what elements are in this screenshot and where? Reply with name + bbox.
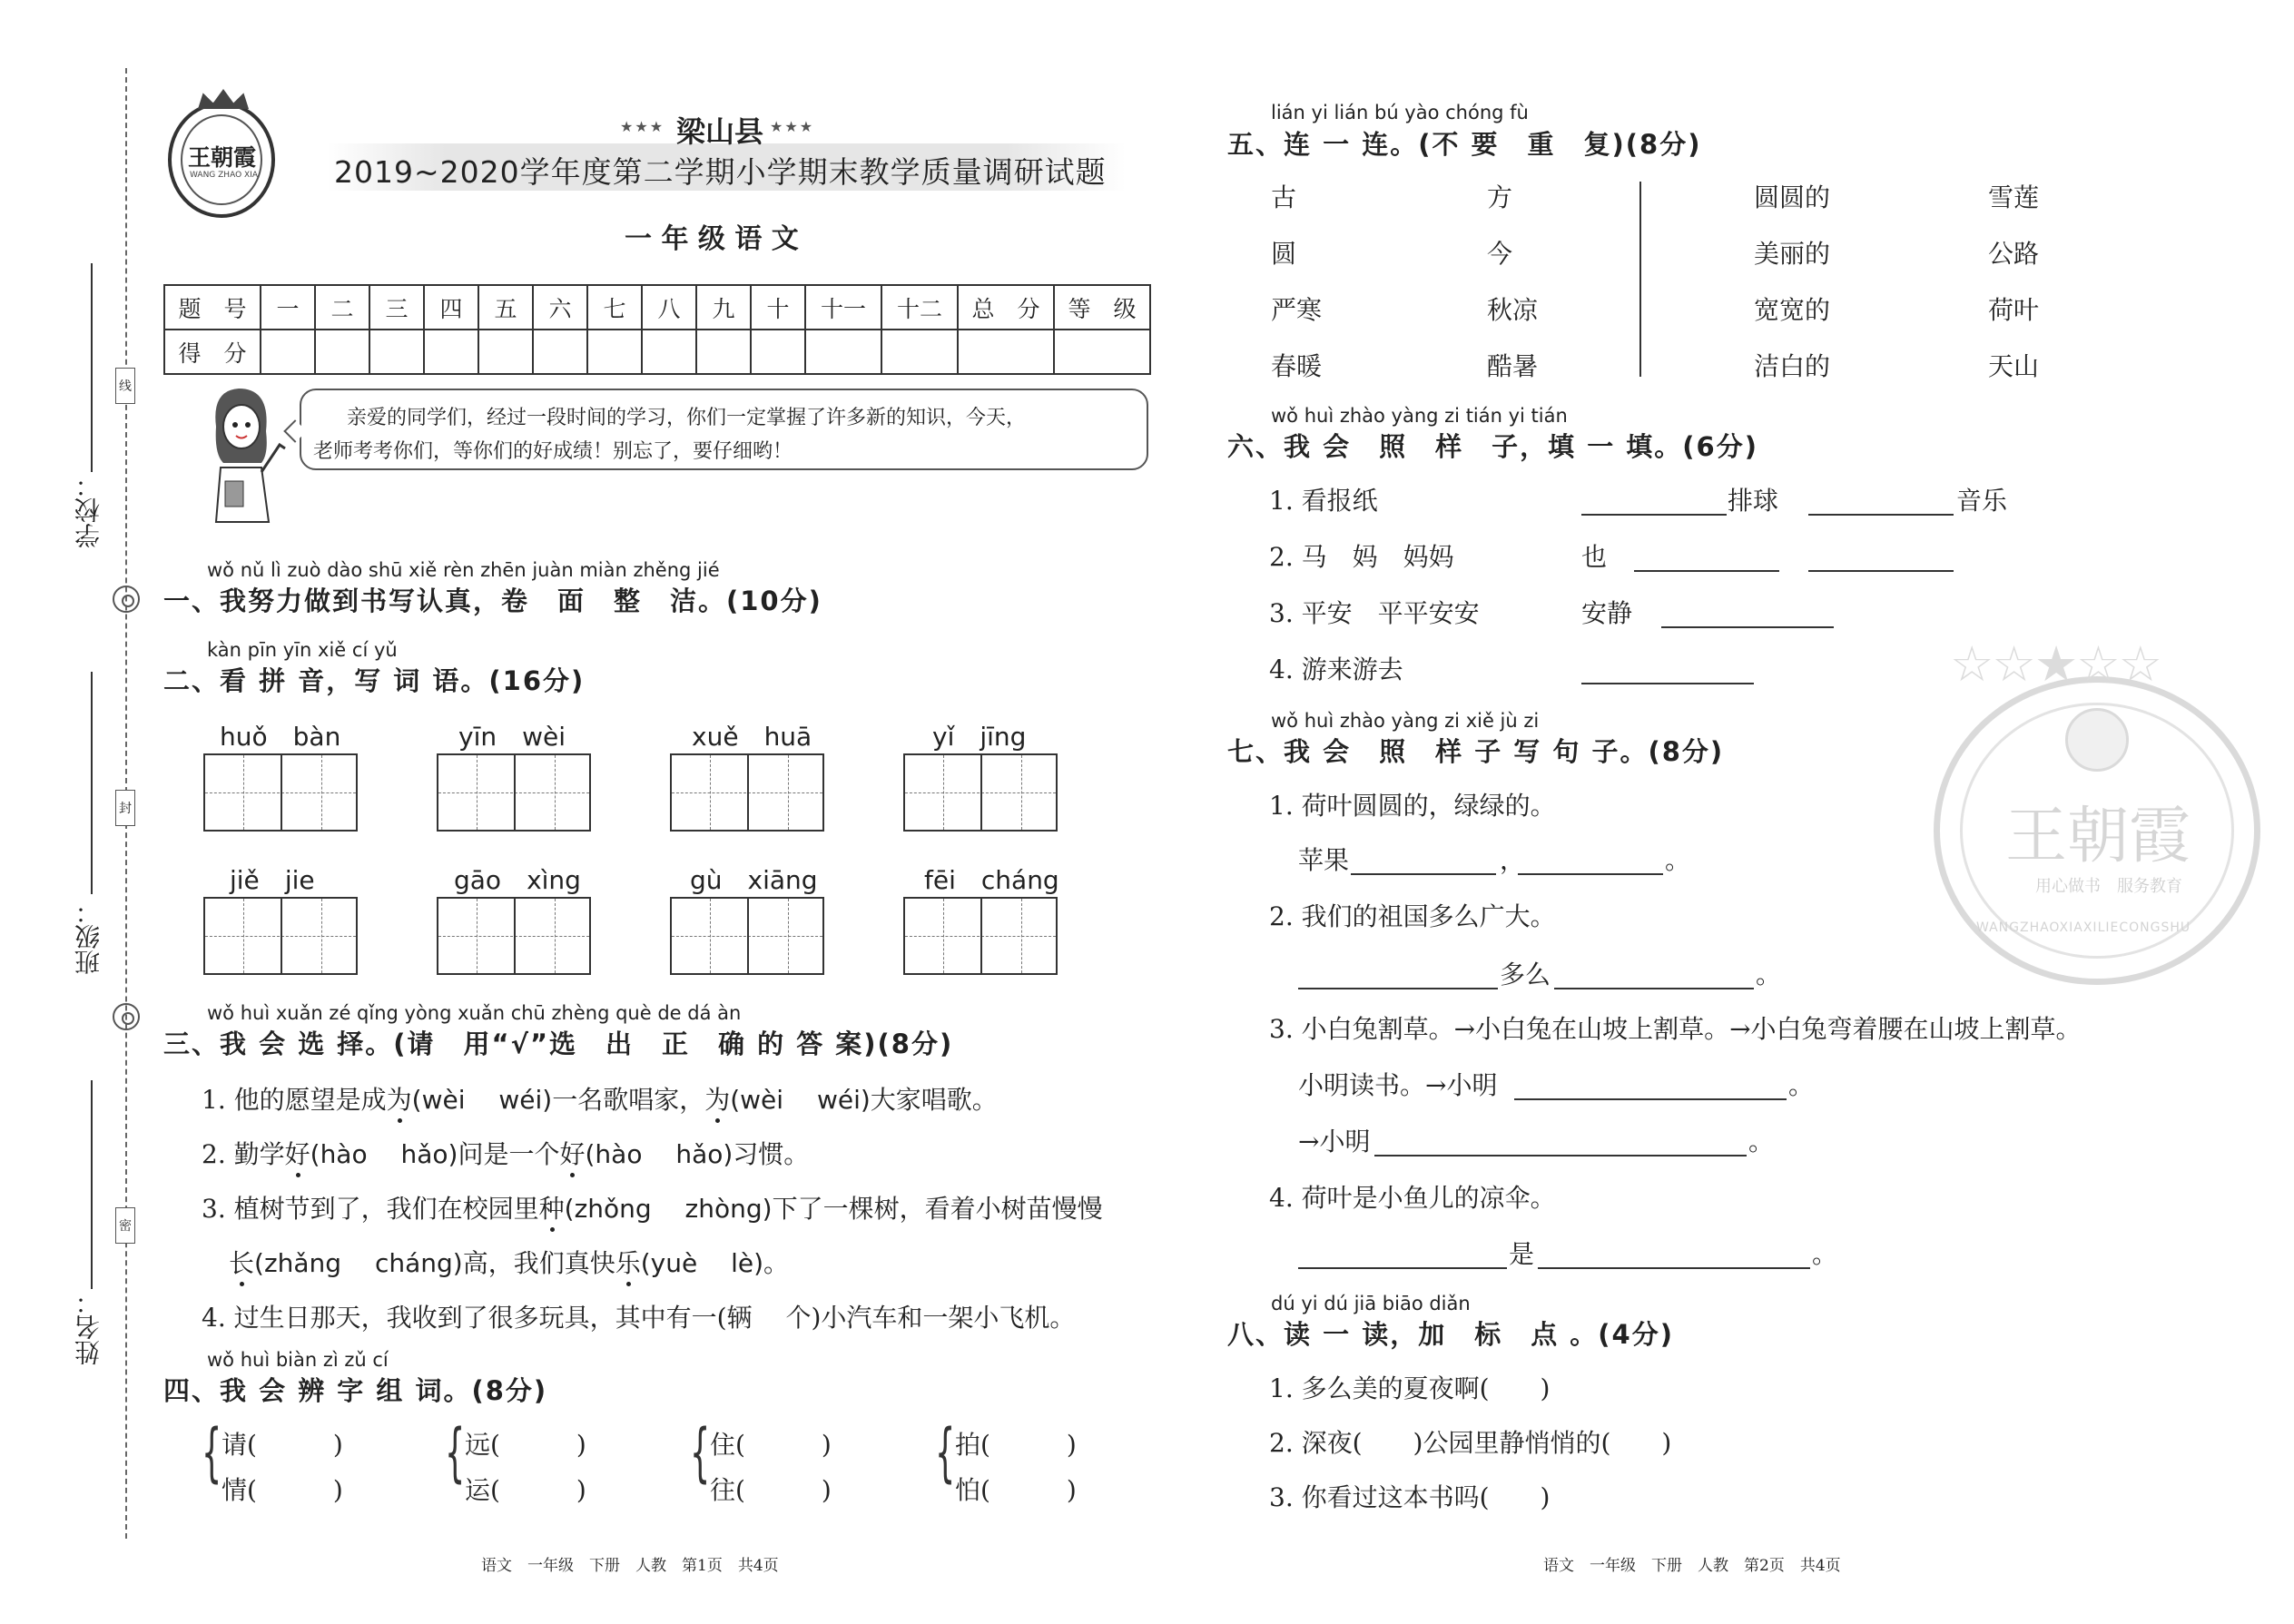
q6-1-blank-a[interactable] [1581,514,1727,516]
seal-mark-mi: 密 [115,1207,135,1244]
score-input-row [164,330,1150,374]
q7-3-period-a: 。 [1788,1070,1815,1100]
watermark-stars: ☆☆★☆☆ [1950,635,2161,693]
writing-grid[interactable] [903,897,1058,975]
score-header-cell: 十二 [881,285,958,330]
pinyin-word-2: yīn wèi [458,722,566,752]
name-label: 姓名： [74,1289,103,1365]
score-header-cell: 八 [642,285,696,330]
score-cell[interactable] [696,330,751,374]
crown-icon [198,89,249,109]
match-col2-item[interactable]: 今 [1487,239,1513,269]
section5-divider [1639,182,1641,377]
match-col4-item[interactable]: 荷叶 [1988,295,2040,325]
match-col1-item[interactable]: 圆 [1271,239,1297,269]
logo-sub: WANG ZHAO XIA [190,171,258,180]
pinyin-word-4: yǐ jīng [932,722,1027,752]
q6-2-label: 2. 马 妈 妈妈 [1269,542,1454,572]
pinyin-word-6: gāo xìng [454,865,581,895]
footer-right: 语文 一年级 下册 人教 第2页 共4页 [1543,1557,1841,1575]
word-pair-bottom: 往( ) [710,1475,832,1505]
score-cell[interactable] [881,330,958,374]
class-label: 班级： [74,899,103,975]
brace-icon: { [690,1415,711,1490]
q7-4-prompt: 是 [1509,1239,1535,1269]
q8-3[interactable]: 3. 你看过这本书吗( ) [1269,1482,1551,1512]
q6-2-blank-b[interactable] [1808,570,1954,572]
score-cell[interactable] [642,330,696,374]
q8-2[interactable]: 2. 深夜( )公园里静悄悄的( ) [1269,1428,1672,1458]
name-field[interactable] [91,1080,93,1289]
match-col1-item[interactable]: 严寒 [1271,295,1323,325]
match-col2-item[interactable]: 方 [1487,182,1513,212]
q7-1-period: 。 [1665,845,1691,875]
binding-hole-icon [113,1003,140,1030]
pinyin-word-7: gù xiāng [690,865,818,895]
q7-1-blank-b[interactable] [1518,873,1663,875]
score-cell[interactable] [751,330,805,374]
score-header-cell: 七 [587,285,642,330]
score-cell[interactable] [958,330,1054,374]
q7-1-blank-a[interactable] [1351,873,1496,875]
pinyin-word-8: fēi cháng [924,865,1059,895]
score-row-label: 得 分 [164,330,261,374]
q6-1-blank-b[interactable] [1808,514,1954,516]
watermark-seal [1934,676,2260,985]
section1-pinyin: wǒ nǔ lì zuò dào shū xiě rèn zhēn juàn miàn zhěng jié [207,559,720,581]
score-cell[interactable] [533,330,587,374]
county-name: 梁山县 [676,114,764,149]
seal-mark-xian: 线 [115,368,135,404]
word-pair-top: 拍( ) [955,1430,1077,1460]
question3-1: 1. 他的愿望是成为(wèi wéi)一名歌唱家，为(wèi wéi)大家唱歌。 [202,1085,998,1115]
county-stars-right: ★★★ [770,118,815,135]
brace-icon: { [202,1415,222,1490]
section2-title: 二、看 拼 音，写 词 语。(16分) [163,665,586,696]
score-cell[interactable] [478,330,533,374]
score-header-cell: 一 [261,285,315,330]
pinyin-word-1: huǒ bàn [220,722,341,752]
section8-pinyin: dú yi dú jiā biāo diǎn [1271,1293,1471,1314]
section7-pinyin: wǒ huì zhào yàng zi xiě jù zi [1271,710,1540,732]
binding-hole-icon [113,586,140,613]
match-col3-item[interactable]: 洁白的 [1754,351,1831,381]
match-col4-item[interactable]: 雪莲 [1988,182,2040,212]
q7-2-period: 。 [1756,960,1782,989]
word-pair-bottom: 情( ) [222,1475,343,1505]
watermark-portrait [2065,708,2129,772]
q6-4-blank[interactable] [1581,683,1754,684]
q6-3-word-1: 安静 [1581,598,1633,628]
q7-2-blank-a[interactable] [1298,988,1498,989]
logo-name: 王朝霞 [188,144,257,171]
question3-4: 4. 过生日那天，我收到了很多玩具，其中有一(辆 个)小汽车和一架小飞机。 [202,1303,1076,1333]
score-cell[interactable] [587,330,642,374]
match-col1-item[interactable]: 古 [1271,182,1297,212]
q6-3-label: 3. 平安 平平安安 [1269,598,1480,628]
score-header-cell: 等 级 [1054,285,1150,330]
pinyin-word-5: jiě jie [230,865,315,895]
q7-3-blank-a[interactable] [1514,1098,1787,1100]
seal-mark-feng: 封 [115,790,135,826]
section8-title: 八、读 一 读，加 标 点 。(4分) [1227,1319,1674,1350]
intro-line-2: 老师考考你们，等你们的好成绩！别忘了，要仔细哟！ [313,440,793,463]
q6-1-label: 1. 看报纸 [1269,486,1378,516]
writing-grid[interactable] [903,753,1058,832]
q6-1-word-1: 排球 [1728,486,1779,516]
writing-grid[interactable] [437,753,591,832]
match-col3-item[interactable]: 圆圆的 [1754,182,1831,212]
exam-title: 2019~2020学年度第二学期小学期末教学质量调研试题 [334,154,1107,190]
word-pair-bottom: 运( ) [465,1475,586,1505]
writing-grid[interactable] [203,897,358,975]
footer-left: 语文 一年级 下册 人教 第1页 共4页 [481,1557,779,1575]
score-header-cell: 二 [315,285,369,330]
question3-2: 2. 勤学好(hào hǎo)问是一个好(hào hǎo)习惯。 [202,1139,810,1169]
q7-4-example: 4. 荷叶是小鱼儿的凉伞。 [1269,1183,1556,1213]
section4-pinyin: wǒ huì biàn zì zǔ cí [207,1349,389,1371]
score-header-cell: 总 分 [958,285,1054,330]
score-header-cell: 三 [369,285,424,330]
brace-icon: { [445,1415,466,1490]
watermark-name: 王朝霞 [2005,801,2191,872]
word-pair-bottom: 怕( ) [955,1475,1077,1505]
publisher-logo [168,102,275,218]
section3-pinyin: wǒ huì xuǎn zé qǐng yòng xuǎn chū zhèng què de dá àn [207,1002,742,1024]
q7-1-example: 1. 荷叶圆圆的，绿绿的。 [1269,791,1556,821]
question3-3: 3. 植树节到了，我们在校园里种(zhǒng zhòng)下了一棵树，看着小树苗慢慢 [202,1194,1103,1224]
q6-2-blank-a[interactable] [1634,570,1779,572]
section3-title: 三、我 会 选 择。(请 用“√”选 出 正 确 的 答 案)(8分) [163,1029,954,1059]
score-header-cell: 十 [751,285,805,330]
match-col4-item[interactable]: 天山 [1988,351,2040,381]
writing-grid[interactable] [203,753,358,832]
q6-1-word-2: 音乐 [1956,486,2008,516]
score-cell[interactable] [261,330,315,374]
match-col2-item[interactable]: 酷暑 [1487,351,1539,381]
section4-title: 四、我 会 辨 字 组 词。(8分) [163,1375,548,1406]
q7-3-prompt-a: 小明读书。→小明 [1298,1070,1498,1100]
section5-pinyin: lián yi lián bú yào chóng fù [1271,102,1529,123]
question3-3-cont: 长(zhǎng cháng)高，我们真快乐(yuè lè)。 [229,1248,790,1278]
q6-2-word-1: 也 [1581,542,1608,572]
intro-line-1: 亲爱的同学们，经过一段时间的学习，你们一定掌握了许多新的知识，今天， [347,407,1027,429]
q7-1-prompt: 苹果 [1298,845,1350,875]
school-label: 学校： [74,472,103,548]
section6-pinyin: wǒ huì zhào yàng zi tián yi tián [1271,405,1568,427]
county-stars-left: ★★★ [620,118,665,135]
q7-3-prompt-b: →小明 [1298,1127,1371,1156]
q7-4-period: 。 [1812,1239,1838,1269]
score-cell[interactable] [805,330,881,374]
match-col2-item[interactable]: 秋凉 [1487,295,1539,325]
score-header-cell: 五 [478,285,533,330]
q7-3-period-b: 。 [1748,1127,1775,1156]
q7-2-example: 2. 我们的祖国多么广大。 [1269,901,1556,931]
match-col3-item[interactable]: 宽宽的 [1754,295,1831,325]
brace-icon: { [935,1415,956,1490]
word-pair-top: 远( ) [465,1430,586,1460]
score-cell[interactable] [315,330,369,374]
score-header-row [164,285,1150,330]
score-cell[interactable] [369,330,424,374]
section2-pinyin: kàn pīn yīn xiě cí yǔ [207,639,398,661]
q7-4-blank-b[interactable] [1538,1267,1810,1269]
q7-3-example: 3. 小白兔割草。→小白兔在山坡上割草。→小白兔弯着腰在山坡上割草。 [1269,1014,2082,1044]
score-cell[interactable] [1054,330,1150,374]
section5-title: 五、连 一 连。(不 要 重 复)(8分) [1227,129,1702,160]
school-field[interactable] [91,263,93,472]
word-pair-top: 住( ) [710,1430,832,1460]
section6-title: 六、我 会 照 样 子，填 一 填。(6分) [1227,431,1758,462]
q7-2-blank-b[interactable] [1554,988,1754,989]
score-header-cell: 九 [696,285,751,330]
q6-3-blank[interactable] [1661,626,1834,628]
watermark-slogan: 用心做书 服务教育 [2035,877,2182,896]
q7-4-blank-a[interactable] [1298,1267,1507,1269]
q7-3-blank-b[interactable] [1374,1155,1747,1156]
pinyin-word-3: xuě huā [692,722,812,752]
section1-title: 一、我努力做到书写认真，卷 面 整 洁。(10分) [163,586,822,616]
match-col1-item[interactable]: 春暖 [1271,351,1323,381]
section7-title: 七、我 会 照 样 子 写 句 子。(8分) [1227,736,1725,767]
match-col3-item[interactable]: 美丽的 [1754,239,1831,269]
word-pair-top: 请( ) [222,1430,343,1460]
class-field[interactable] [91,672,93,894]
writing-grid[interactable] [670,897,824,975]
watermark-ring-text: WANGZHAOXIAXILIECONGSHU [1976,920,2191,935]
teacher-illustration [198,381,289,527]
q6-4-label: 4. 游来游去 [1269,655,1403,684]
score-cell[interactable] [424,330,478,374]
writing-grid[interactable] [437,897,591,975]
subject-title: 一 年 级 语 文 [625,223,799,255]
score-table [163,284,1151,375]
score-header-cell: 六 [533,285,587,330]
score-header-cell: 十一 [805,285,881,330]
q7-2-prompt: 多么 [1500,960,1551,989]
score-header-cell: 四 [424,285,478,330]
q7-1-comma: ， [1500,845,1526,875]
score-header-cell: 题 号 [164,285,261,330]
writing-grid[interactable] [670,753,824,832]
match-col4-item[interactable]: 公路 [1988,239,2040,269]
q8-1[interactable]: 1. 多么美的夏夜啊( ) [1269,1373,1551,1403]
